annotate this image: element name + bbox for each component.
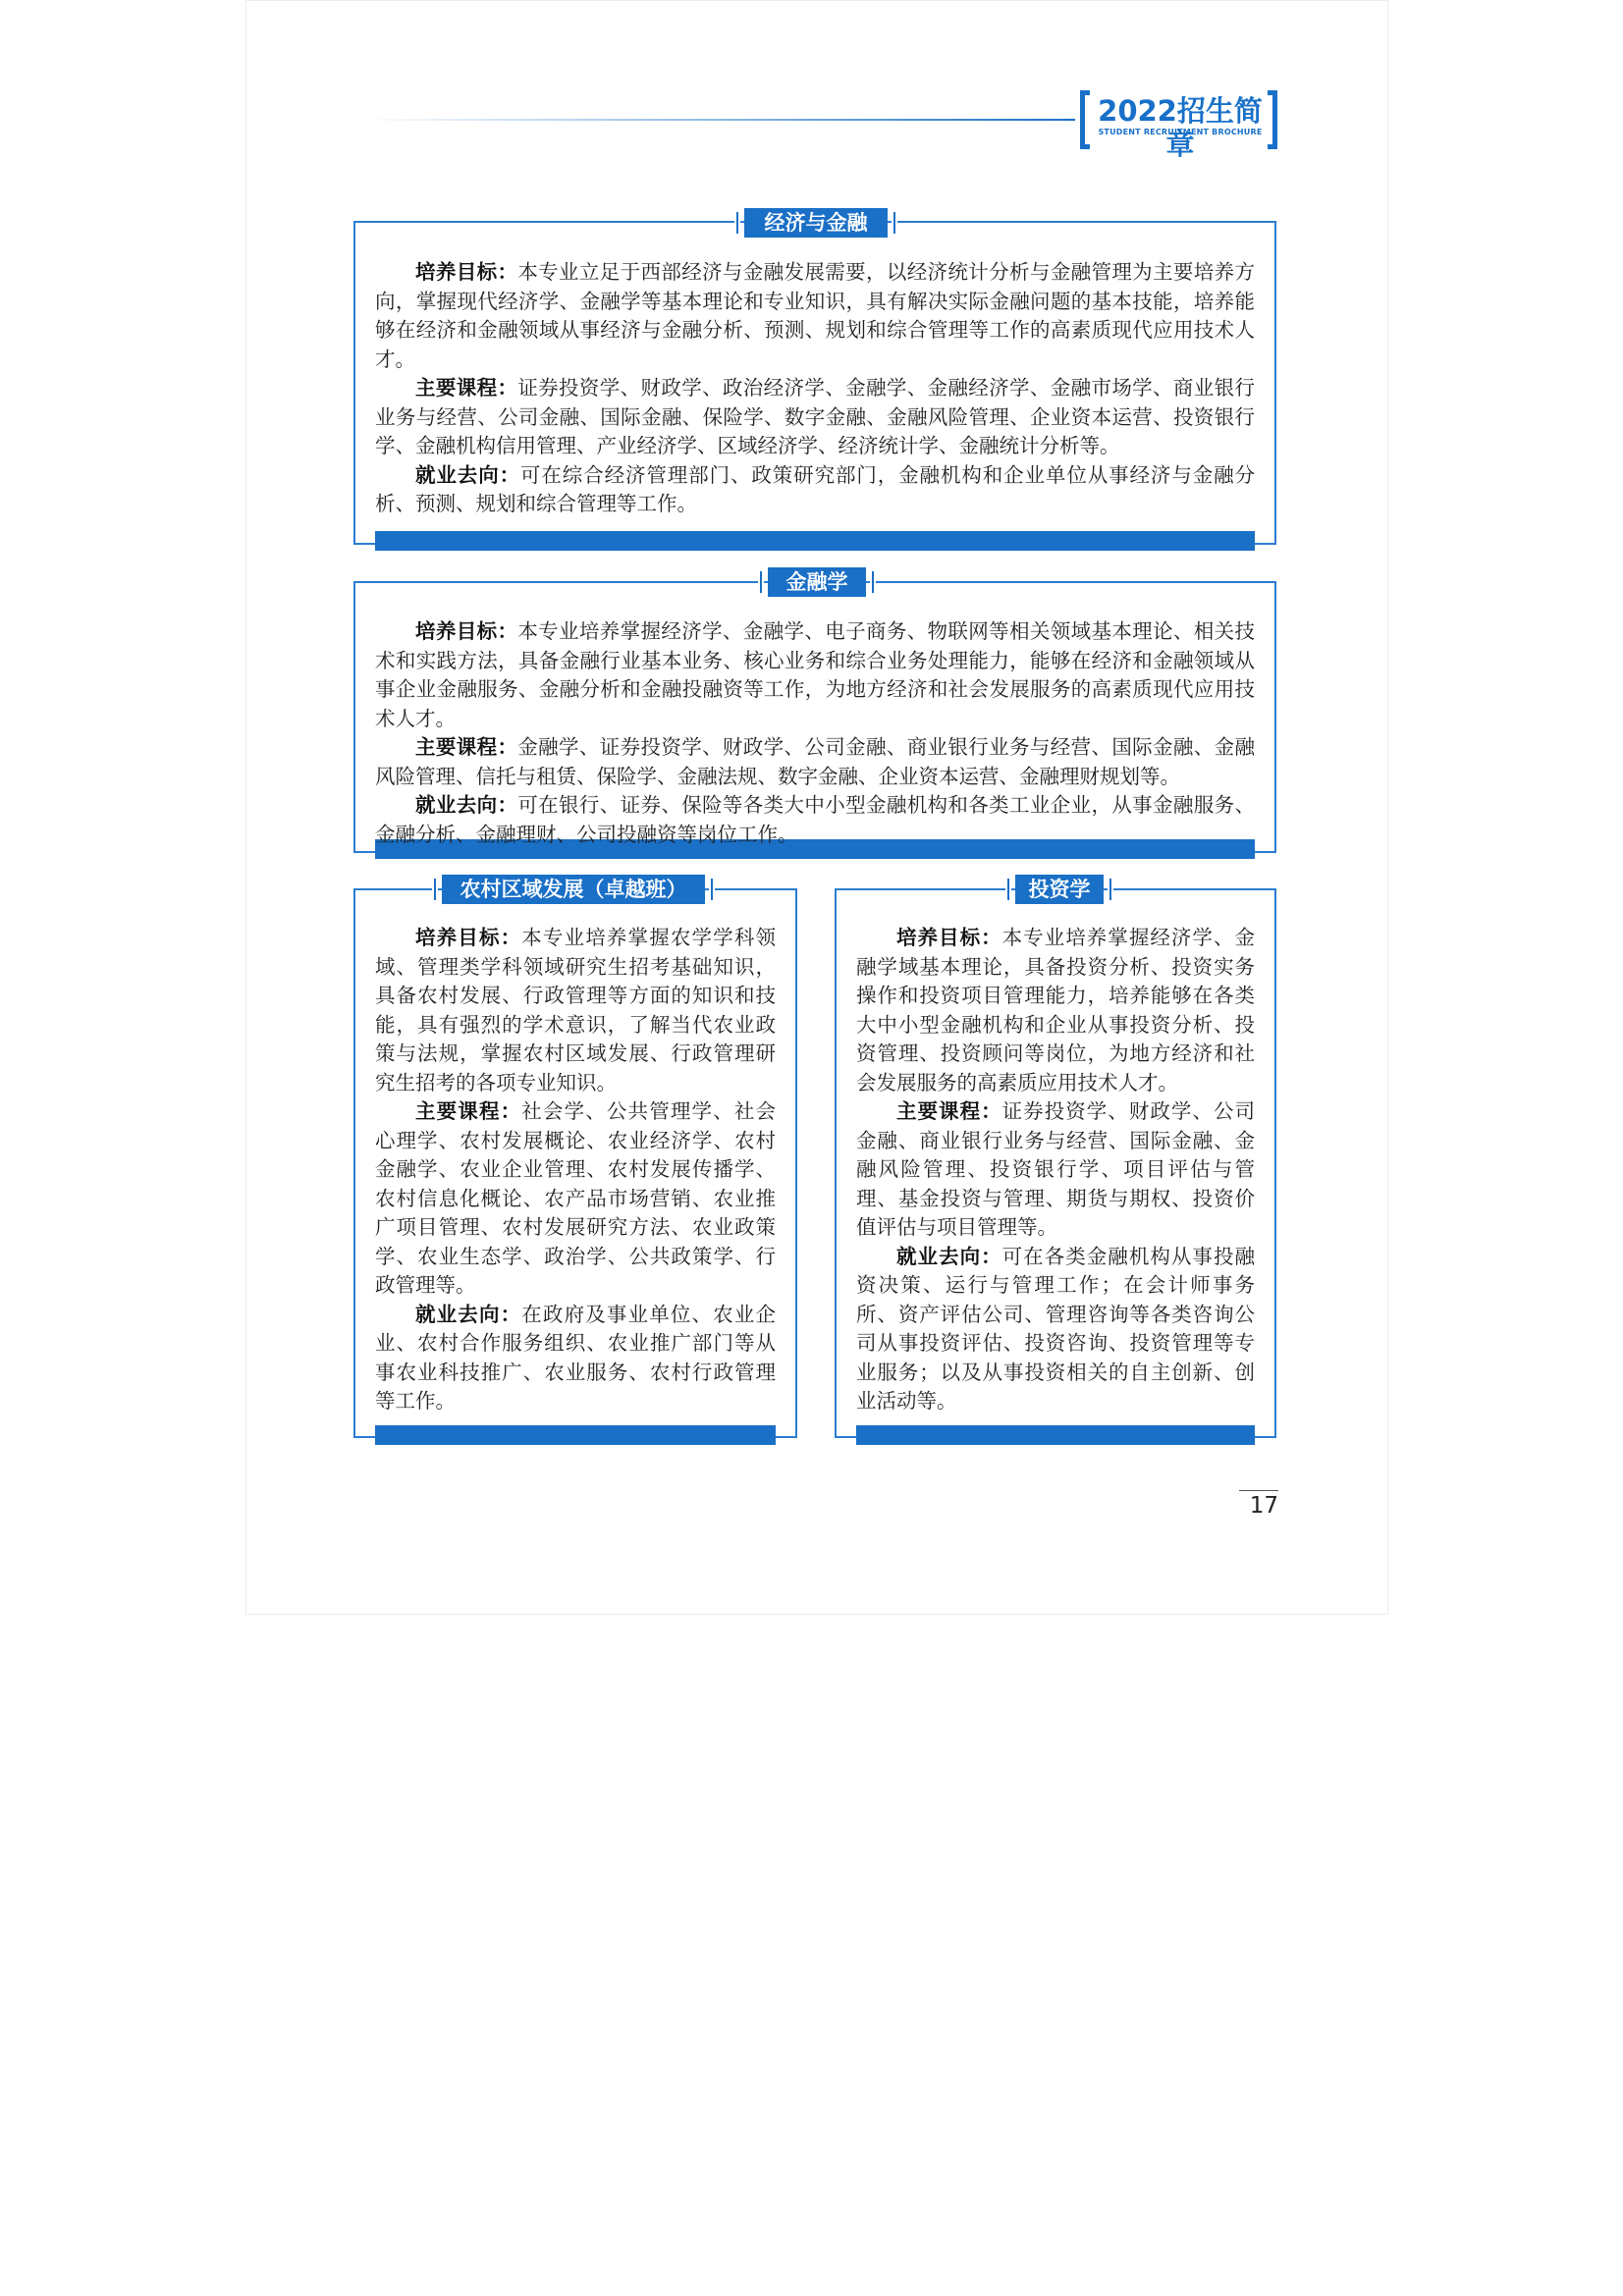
goal-text: 本专业培养掌握经济学、金融学域基本理论，具备投资分析、投资实务操作和投资项目管理能力，培养能够在各类大中小型金融机构和企业从事投资分析、投资管理、投资顾问等岗位，为地方经济和社会发展服务的高素质应用技术人才。 xyxy=(856,926,1255,1095)
section-tag-investment: 投资学 xyxy=(1015,875,1104,904)
page-number: 17 xyxy=(1249,1493,1278,1519)
brochure-subtitle: STUDENT RECRUITMENT BROCHURE xyxy=(1098,128,1263,136)
section-bar xyxy=(856,1425,1255,1445)
courses-label: 主要课程： xyxy=(415,376,518,400)
goal-label: 培养目标： xyxy=(896,926,1002,949)
courses-text: 金融学、证券投资学、财政学、公司金融、商业银行业务与经营、国际金融、金融风险管理、信托与租赁、保险学、金融法规、数字金融、企业资本运营、金融理财规划等。 xyxy=(375,735,1255,788)
section-body-rural-development xyxy=(375,924,776,1416)
career-paragraph xyxy=(375,1301,776,1416)
goal-paragraph xyxy=(375,258,1255,374)
section-body-finance xyxy=(375,617,1255,849)
section-bar xyxy=(375,531,1255,551)
header-bracket-left xyxy=(1080,90,1085,149)
career-text: 可在综合经济管理部门、政策研究部门，金融机构和企业单位从事经济与金融分析、预测、规划和综合管理等工作。 xyxy=(375,462,1256,515)
goal-label: 培养目标： xyxy=(415,619,518,643)
header-rule xyxy=(363,119,1075,121)
courses-paragraph xyxy=(375,1097,776,1301)
courses-paragraph xyxy=(375,374,1255,461)
career-paragraph xyxy=(375,791,1255,849)
goal-paragraph xyxy=(375,617,1255,733)
career-label: 就业去向： xyxy=(415,462,520,487)
career-text: 可在银行、证券、保险等各类大中小型金融机构和各类工业企业，从事金融服务、金融分析、金融理财、公司投融资等岗位工作。 xyxy=(375,793,1255,846)
courses-label: 主要课程： xyxy=(896,1099,1002,1123)
section-body-economics-finance xyxy=(375,258,1255,519)
page-number-rule xyxy=(1239,1490,1278,1491)
header-bracket-right xyxy=(1272,90,1277,149)
courses-paragraph xyxy=(375,733,1255,791)
goal-label: 培养目标： xyxy=(415,926,522,949)
career-paragraph xyxy=(375,461,1255,519)
courses-paragraph xyxy=(856,1097,1255,1243)
goal-text: 本专业培养掌握经济学、金融学、电子商务、物联网等相关领域基本理论、相关技术和实践方法，具备金融行业基本业务、核心业务和综合业务处理能力，能够在经济和金融领域从事企业金融服务、金融分析和金融投融资等工作，为地方经济和社会发展服务的高素质现代应用技术人才。 xyxy=(375,619,1255,730)
career-text: 可在各类金融机构从事投融资决策、运行与管理工作；在会计师事务所、资产评估公司、管理咨询等各类咨询公司从事投资评估、投资咨询、投资管理等专业服务；以及从事投资相关的自主创新、创业活动等。 xyxy=(856,1244,1255,1413)
goal-text: 本专业立足于西部经济与金融发展需要，以经济统计分析与金融管理为主要培养方向，掌握现代经济学、金融学等基本理论和专业知识，具有解决实际金融问题的基本技能，培养能够在经济和金融领域从事经济与金融分析、预测、规划和综合管理等工作的高素质现代应用技术人才。 xyxy=(375,260,1255,371)
section-tag-economics-finance: 经济与金融 xyxy=(744,208,888,238)
courses-text: 社会学、公共管理学、社会心理学、农村发展概论、农业经济学、农村金融学、农业企业管理、农村发展传播学、农村信息化概论、农产品市场营销、农业推广项目管理、农村发展研究方法、农业政策学、农业生态学、政治学、公共政策学、行政管理等。 xyxy=(375,1099,776,1297)
goal-paragraph xyxy=(856,924,1255,1097)
courses-label: 主要课程： xyxy=(415,735,518,759)
career-paragraph xyxy=(856,1243,1255,1416)
courses-label: 主要课程： xyxy=(415,1099,522,1123)
courses-text: 证券投资学、财政学、政治经济学、金融学、金融经济学、金融市场学、商业银行业务与经营、公司金融、国际金融、保险学、数字金融、金融风险管理、企业资本运营、投资银行学、金融机构信用管理、产业经济学、区域经济学、经济统计学、金融统计分析等。 xyxy=(375,376,1255,457)
section-tag-rural-development: 农村区域发展（卓越班） xyxy=(442,875,705,904)
goal-paragraph xyxy=(375,924,776,1097)
brochure-title: 2022招生简章 xyxy=(1098,94,1263,161)
career-text: 在政府及事业单位、农业企业、农村合作服务组织、农业推广部门等从事农业科技推广、农业服务、农村行政管理等工作。 xyxy=(375,1302,776,1413)
career-label: 就业去向： xyxy=(896,1244,1002,1268)
section-bar xyxy=(375,1425,776,1445)
career-label: 就业去向： xyxy=(415,1302,522,1326)
career-label: 就业去向： xyxy=(415,793,518,817)
courses-text: 证券投资学、财政学、公司金融、商业银行业务与经营、国际金融、金融风险管理、投资银行学、项目评估与管理、基金投资与管理、期货与期权、投资价值评估与项目管理等。 xyxy=(856,1099,1255,1239)
section-tag-finance: 金融学 xyxy=(768,567,866,597)
goal-label: 培养目标： xyxy=(415,260,518,284)
section-body-investment xyxy=(856,924,1255,1416)
goal-text: 本专业培养掌握农学学科领域、管理类学科领域研究生招考基础知识，具备农村发展、行政管理等方面的知识和技能，具有强烈的学术意识，了解当代农业政策与法规，掌握农村区域发展、行政管理研究生招考的各项专业知识。 xyxy=(375,926,776,1095)
